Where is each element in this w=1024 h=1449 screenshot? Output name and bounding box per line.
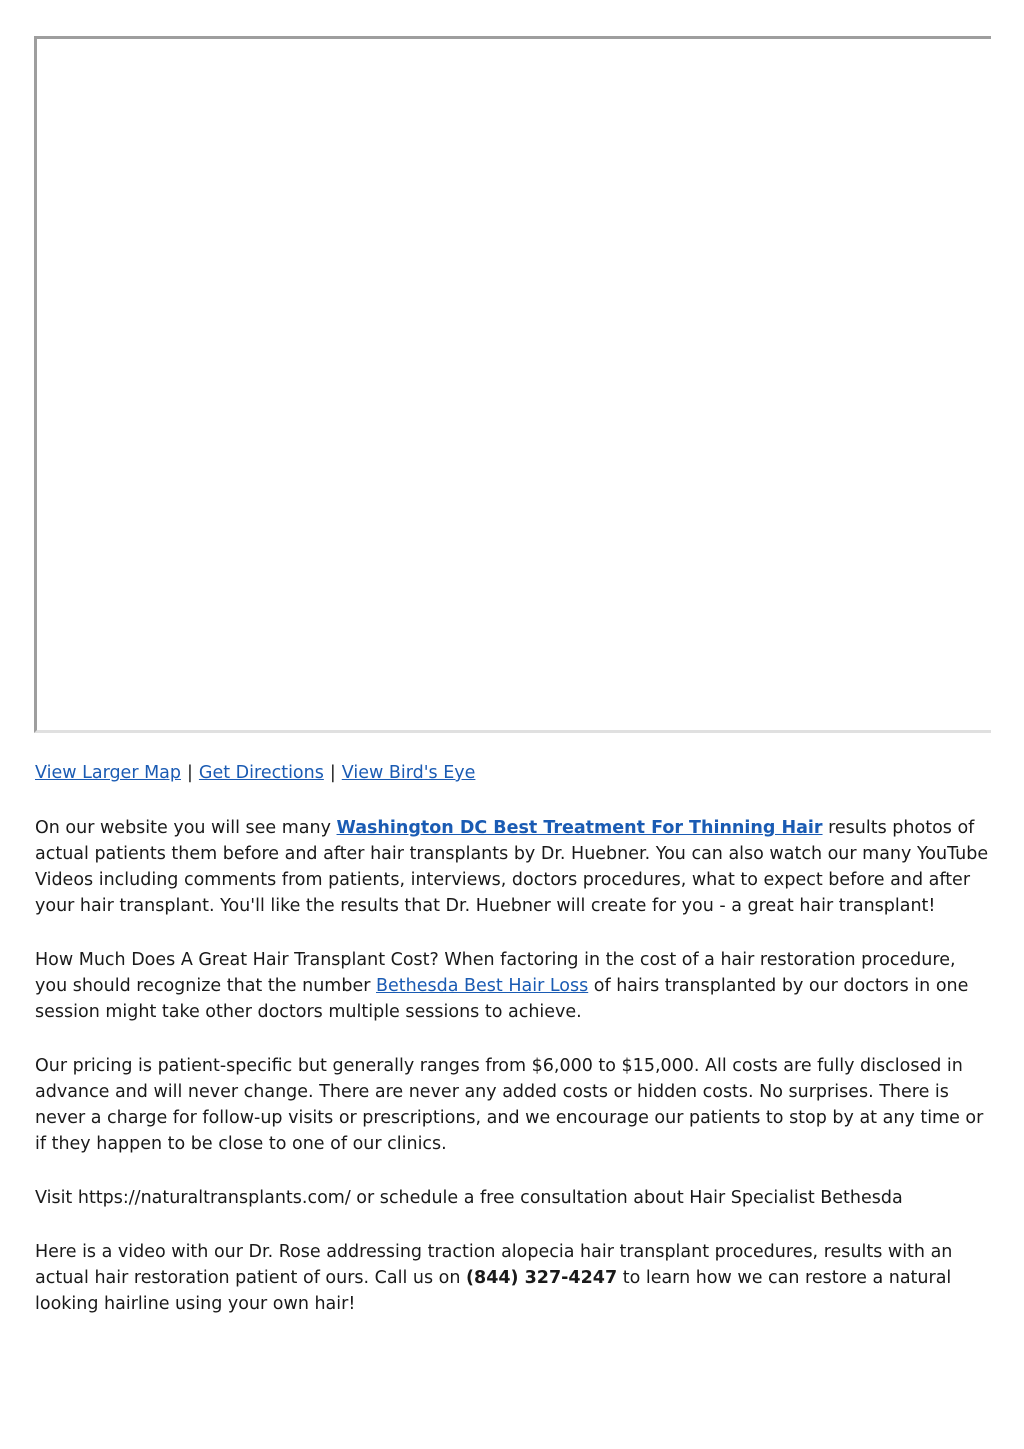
- article-content: [35, 760, 990, 1345]
- washington-dc-treatment-link[interactable]: Washington DC Best Treatment For Thinning Hair: [336, 818, 823, 838]
- paragraph-website-results: [35, 815, 990, 919]
- paragraph-text: On our website you will see many: [35, 818, 337, 838]
- paragraph-text: of hairs transplanted by our doctors in one session might take other doctors multiple sessions to achieve.: [35, 976, 969, 1022]
- phone-number: (844) 327-4247: [466, 1268, 618, 1288]
- paragraph-visit: Visit https://naturaltransplants.com/ or schedule a free consultation about Hair Specialist Bethesda: [35, 1188, 903, 1208]
- paragraph-text: results photos of actual patients them before and after hair transplants by Dr. Huebner. You can also watch our many YouTube Videos including comments from patients, interviews, doctors procedures, what to expect before and after your hair transplant. You'll like the results that Dr. Huebner will create for you - a great hair transplant!: [35, 818, 989, 916]
- paragraph-text: to learn how we can restore a natural looking hairline using your own hair!: [35, 1268, 952, 1314]
- link-separator: |: [329, 763, 336, 783]
- map-embed-frame[interactable]: [34, 36, 991, 733]
- view-birds-eye-link[interactable]: View Bird's Eye: [341, 763, 476, 783]
- paragraph-video: [35, 1239, 990, 1317]
- get-directions-link[interactable]: Get Directions: [198, 763, 324, 783]
- paragraph-transplant-cost: [35, 947, 990, 1025]
- link-separator: |: [187, 763, 193, 783]
- paragraph-text: How Much Does A Great Hair Transplant Cost? When factoring in the cost of a hair restoration procedure, you should recognize that the number: [35, 950, 956, 996]
- paragraph-text: Here is a video with our Dr. Rose addressing traction alopecia hair transplant procedures, results with an actual hair restoration patient of ours. Call us on: [35, 1242, 953, 1288]
- bethesda-hair-loss-link[interactable]: Bethesda Best Hair Loss: [376, 976, 589, 996]
- map-links-row: [35, 760, 990, 786]
- paragraph-pricing: Our pricing is patient-specific but generally ranges from $6,000 to $15,000. All costs are fully disclosed in advance and will never change. There are never any added costs or hidden costs. No surprises. There is never a charge for follow-up visits or prescriptions, and we encourage our patients to stop by at any time or if they happen to be close to one of our clinics.: [35, 1056, 984, 1154]
- view-larger-map-link[interactable]: View Larger Map: [35, 763, 182, 783]
